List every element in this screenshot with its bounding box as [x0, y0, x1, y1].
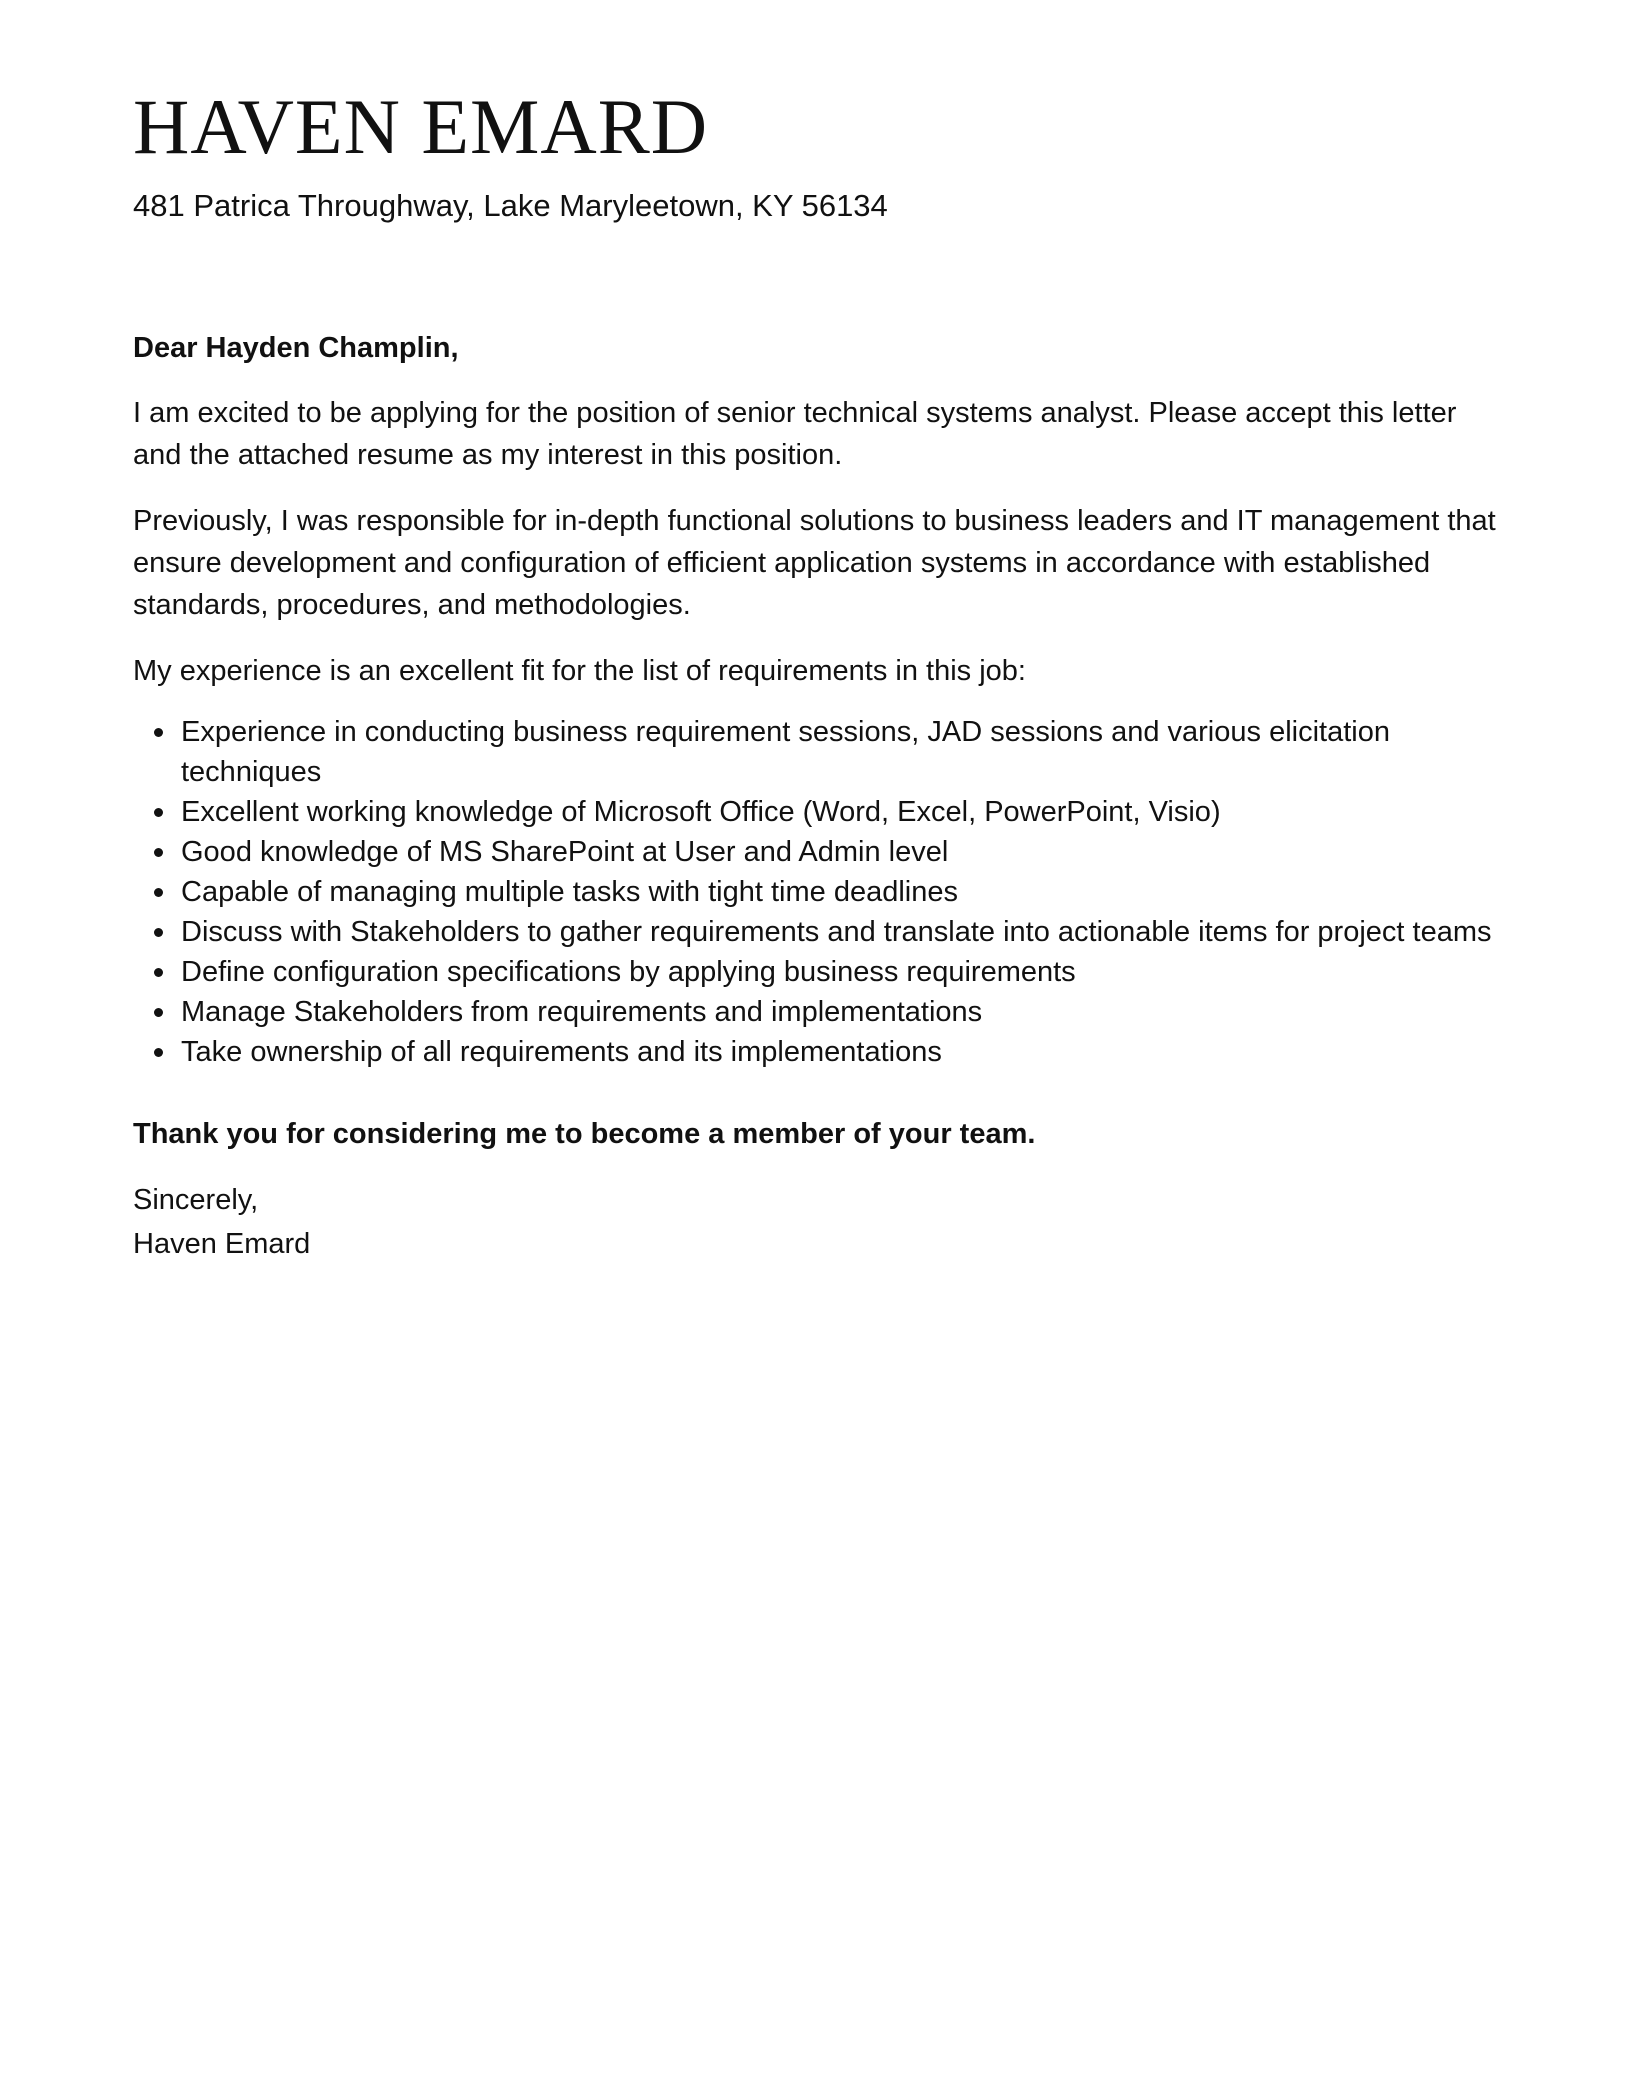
- signoff-block: [133, 1178, 1503, 1266]
- salutation: Dear Hayden Champlin,: [133, 332, 459, 364]
- bullet-icon: [154, 848, 163, 857]
- list-item: [133, 712, 1503, 792]
- closing-line: Thank you for considering me to become a member of your team.: [133, 1118, 1036, 1150]
- list-item: [133, 832, 1503, 872]
- list-item: [133, 952, 1503, 992]
- list-item: [133, 1032, 1503, 1072]
- requirements-list: [133, 712, 1503, 1072]
- list-item-text: Experience in conducting business requirement sessions, JAD sessions and various elicitation techniques: [181, 716, 1390, 788]
- applicant-address: 481 Patrica Throughway, Lake Maryleetown, KY 56134: [133, 188, 888, 223]
- list-item-text: Discuss with Stakeholders to gather requirements and translate into actionable items for project teams: [181, 916, 1492, 948]
- list-item-text: Take ownership of all requirements and its implementations: [181, 1036, 942, 1068]
- bullet-icon: [154, 1008, 163, 1017]
- bullet-icon: [154, 928, 163, 937]
- list-item-text: Excellent working knowledge of Microsoft Office (Word, Excel, PowerPoint, Visio): [181, 796, 1221, 828]
- intro-paragraph: I am excited to be applying for the position of senior technical systems analyst. Please accept this letter and the attached resume as my interest in this position.: [133, 397, 1457, 471]
- experience-paragraph: Previously, I was responsible for in-depth functional solutions to business leaders and IT management that ensure development and configuration of efficient application systems in accordance with established standards, procedures, and methodologies.: [133, 505, 1496, 621]
- list-item-text: Define configuration specifications by applying business requirements: [181, 956, 1076, 988]
- bullet-icon: [154, 888, 163, 897]
- bullet-icon: [154, 728, 163, 737]
- list-item: [133, 872, 1503, 912]
- list-item: [133, 792, 1503, 832]
- signoff: Sincerely,: [133, 1184, 259, 1216]
- list-item: [133, 912, 1503, 952]
- cover-letter: [133, 83, 1503, 1266]
- list-item-text: Good knowledge of MS SharePoint at User and Admin level: [181, 836, 949, 868]
- bullet-icon: [154, 808, 163, 817]
- requirements-intro: My experience is an excellent fit for the list of requirements in this job:: [133, 655, 1026, 687]
- signature-name: Haven Emard: [133, 1228, 311, 1260]
- list-item: [133, 992, 1503, 1032]
- bullet-icon: [154, 1048, 163, 1057]
- bullet-icon: [154, 968, 163, 977]
- applicant-name: HAVEN EMARD: [133, 83, 709, 170]
- list-item-text: Capable of managing multiple tasks with tight time deadlines: [181, 876, 958, 908]
- list-item-text: Manage Stakeholders from requirements and implementations: [181, 996, 983, 1028]
